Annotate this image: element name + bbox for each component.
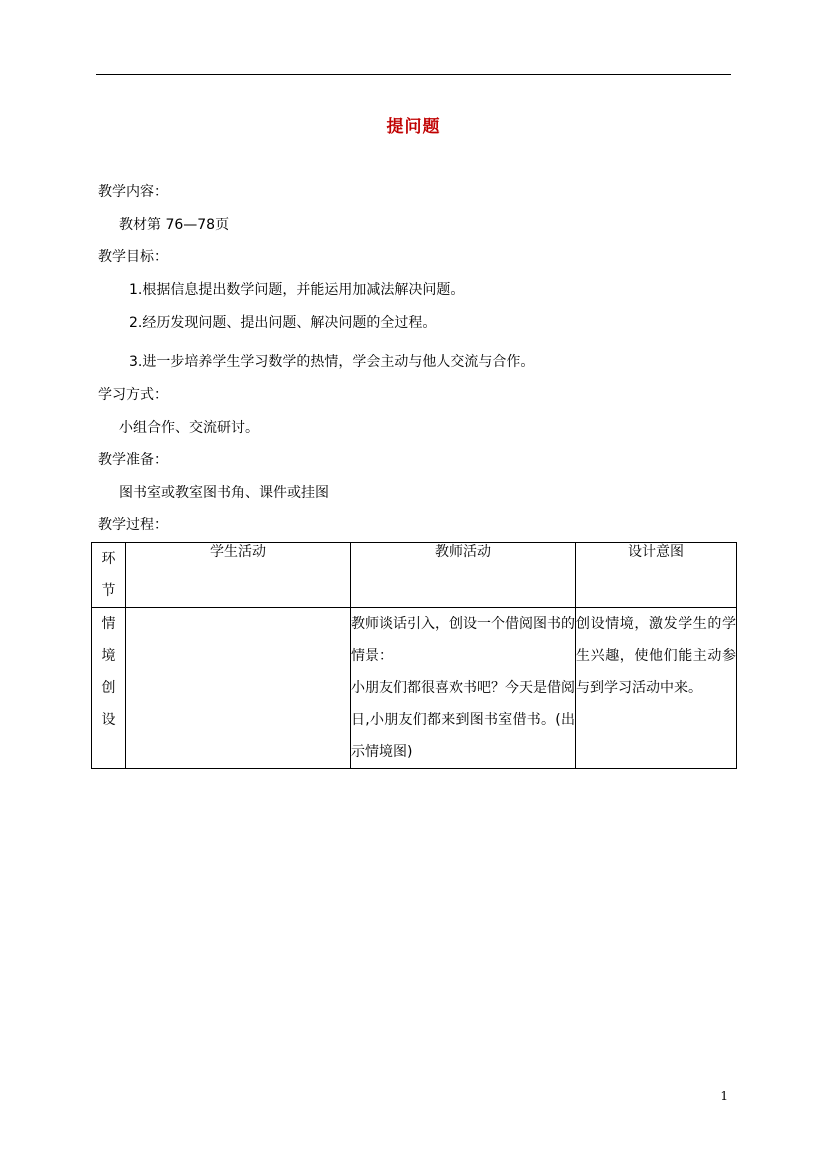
- header-student-activity: 学生活动: [126, 543, 351, 608]
- process-label: 教学过程：: [98, 517, 168, 533]
- teacher-paragraph: 教师谈话引入，创设一个借阅图书的情景：: [351, 616, 575, 664]
- teacher-activity-cell: [351, 608, 576, 769]
- preparation-value: 图书室或教室图书角、课件或挂图: [119, 485, 329, 501]
- table-header-row: [92, 543, 737, 608]
- page-number: 1: [720, 1089, 728, 1103]
- header-rule: [96, 74, 731, 75]
- content-label: 教学内容：: [98, 184, 168, 200]
- process-table: [91, 542, 737, 769]
- page-title: 提问题: [386, 117, 441, 137]
- header-stage-char: 环: [101, 551, 116, 567]
- stage-cell: [92, 608, 126, 769]
- header-stage-char: 节: [101, 583, 116, 599]
- objective-item-3: 3.进一步培养学生学习数学的热情，学会主动与他人交流与合作。: [129, 354, 535, 370]
- method-label: 学习方式：: [98, 387, 168, 403]
- stage-char: 创: [101, 680, 116, 696]
- design-intent-cell: 创设情境，激发学生的学生兴趣，使他们能主动参与到学习活动中来。: [576, 608, 737, 769]
- stage-char: 情: [101, 616, 116, 632]
- content-value: 教材第 76—78页: [119, 217, 230, 233]
- stage-char: 设: [101, 712, 116, 728]
- objective-item-1: 1.根据信息提出数学问题，并能运用加减法解决问题。: [129, 282, 465, 298]
- header-design-intent: 设计意图: [576, 543, 737, 608]
- method-value: 小组合作、交流研讨。: [119, 420, 259, 436]
- student-activity-cell: [126, 608, 351, 769]
- teacher-paragraph: 小朋友们都很喜欢书吧？今天是借阅日,小朋友们都来到图书室借书。(出示情境图): [351, 680, 575, 760]
- objective-item-2: 2.经历发现问题、提出问题、解决问题的全过程。: [129, 315, 437, 331]
- header-stage: [92, 543, 126, 608]
- preparation-label: 教学准备：: [98, 452, 168, 468]
- header-teacher-activity: 教师活动: [351, 543, 576, 608]
- objectives-label: 教学目标：: [98, 249, 168, 265]
- table-row: [92, 608, 737, 769]
- stage-char: 境: [101, 648, 116, 664]
